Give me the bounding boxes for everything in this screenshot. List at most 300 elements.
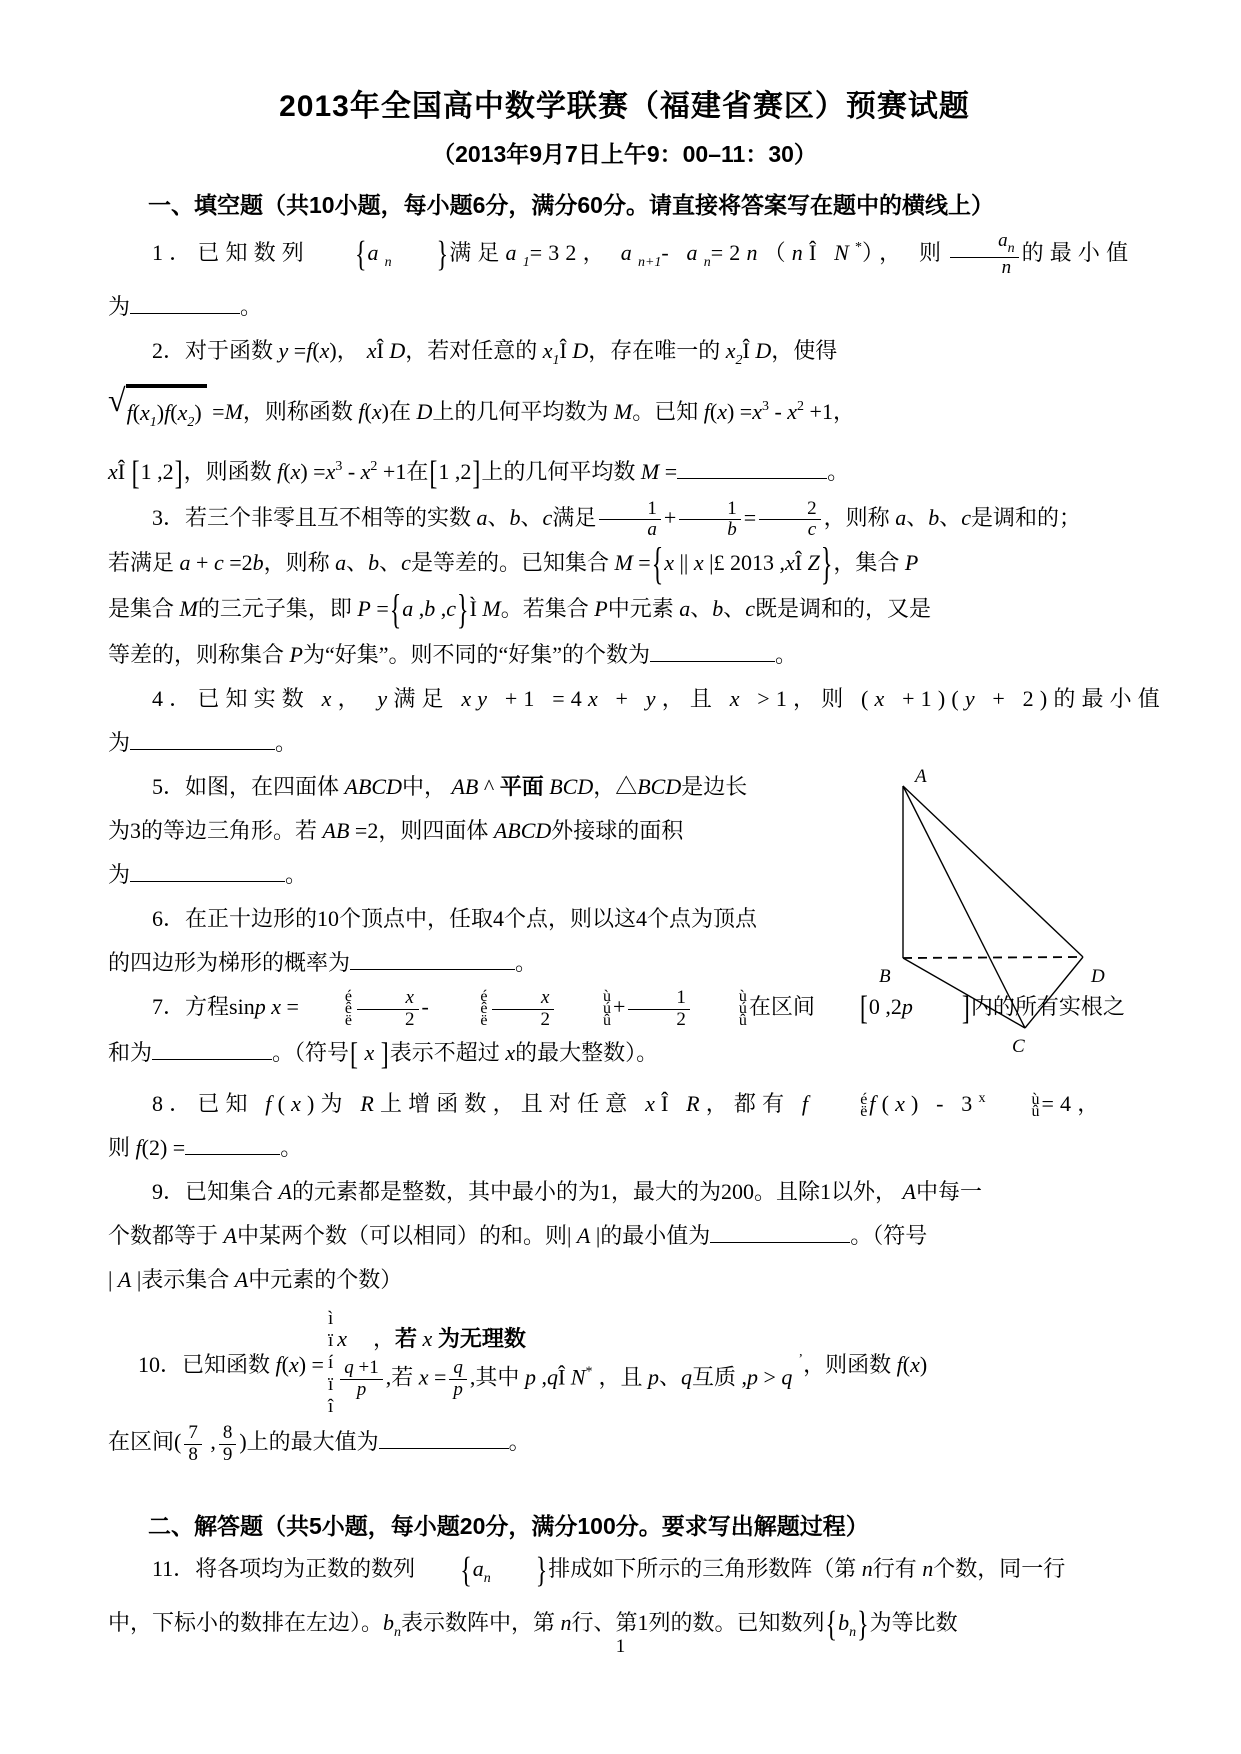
text: 、: [939, 504, 962, 530]
math-text: ): [156, 400, 165, 425]
bracket-glyph: [: [859, 990, 868, 1028]
math-variable: x: [371, 399, 382, 425]
math-text: +1: [353, 1357, 379, 1379]
math-variable: a: [472, 1556, 484, 1582]
math-variable: b: [383, 1610, 395, 1636]
math-variable: p: [747, 1364, 758, 1390]
numerator: [340, 1358, 382, 1380]
math-variable: A: [117, 1267, 132, 1293]
text: 表示集合: [141, 1267, 230, 1293]
text: ，若对任意的: [405, 338, 538, 363]
problem-1-line-2: [108, 285, 1141, 329]
numerator: [219, 1423, 237, 1445]
text: 是调和的；: [970, 504, 1081, 530]
text: ，则: [793, 686, 850, 712]
math-variable: q: [680, 1364, 692, 1390]
math-text: + 2): [980, 686, 1054, 712]
text: 、: [690, 596, 713, 622]
text: 在: [406, 459, 429, 484]
subscript: n: [703, 255, 711, 270]
text: 、: [658, 1364, 681, 1390]
math-variable: a: [889, 504, 907, 530]
bracket-glyph: ]: [380, 1038, 389, 1073]
brace-glyph: ï: [327, 1330, 334, 1352]
bracket-glyph: {: [389, 589, 402, 634]
fraction: [759, 499, 821, 542]
piecewise-brace: [328, 1308, 333, 1418]
math-variable: R: [686, 1091, 706, 1117]
math-text: -: [661, 240, 687, 265]
math-variable: n: [1001, 256, 1012, 278]
text: ，: [336, 338, 359, 363]
math-variable: c: [745, 596, 755, 622]
text: 7．方程: [152, 994, 230, 1020]
text: 中，下标小的数排在左边）。: [108, 1610, 384, 1636]
text: 为: [108, 862, 131, 888]
math-text: =2: [223, 550, 253, 576]
math-variable: a: [620, 240, 638, 265]
page-number: 1: [615, 1636, 626, 1657]
denominator: [950, 258, 1019, 279]
text: 满足: [449, 240, 506, 265]
text: ，集合: [833, 550, 900, 576]
math-variable: b: [252, 550, 264, 576]
text: 表示数阵中，第: [401, 1610, 556, 1636]
math-text: 1: [727, 497, 737, 519]
problem-2-line-2: [108, 383, 1141, 445]
math-text: |: [566, 1223, 577, 1249]
math-text: (: [281, 1351, 289, 1377]
math-text: ,: [385, 1364, 392, 1390]
math-variable: N: [570, 1364, 586, 1390]
math-text: Î: [742, 338, 756, 363]
math-text: (: [902, 1351, 911, 1377]
math-text: 1 ,2: [438, 459, 472, 484]
math-variable: p: [519, 1364, 536, 1390]
text: 上增函数，且对任意: [379, 1091, 634, 1117]
math-variable: x: [717, 399, 727, 425]
math-variable: a: [471, 504, 488, 530]
math-text: =: [632, 550, 651, 576]
text: 的最小值为: [600, 1223, 711, 1249]
text: 5．如图，在四面体: [152, 774, 340, 800]
text: 。若集合: [500, 596, 589, 622]
math-variable: p: [356, 1379, 367, 1401]
text: ，: [373, 1325, 396, 1351]
case-row-2: [337, 1357, 792, 1402]
math-text: ) =: [300, 459, 326, 484]
text: 中元素的个数）: [248, 1267, 403, 1293]
math-variable: c: [213, 550, 224, 576]
numerator: [679, 499, 741, 521]
text: 的最小值: [1021, 240, 1135, 265]
text: 外接球的面积: [551, 818, 684, 844]
bracket-glyph: é: [860, 1091, 868, 1109]
math-text: 1: [647, 497, 657, 519]
subscript: n: [1007, 241, 1015, 257]
math-text: +1)(: [890, 686, 965, 712]
math-text: ^: [478, 774, 500, 800]
text: 在区间: [748, 994, 815, 1020]
bracket-glyph: }: [820, 540, 833, 590]
math-text: -: [768, 399, 788, 425]
math-variable: a: [686, 240, 704, 265]
fraction: [492, 988, 554, 1031]
superscript: *: [854, 240, 862, 255]
text: 满足: [393, 686, 450, 712]
bracket-stack: [987, 1091, 1040, 1121]
math-variable: y: [273, 338, 289, 363]
vertex-label-c: C: [1012, 1036, 1025, 1057]
math-variable: D: [389, 338, 406, 363]
text: 4．已知实数: [152, 686, 310, 712]
math-text: |: [131, 1267, 142, 1293]
math-text: sin: [229, 994, 255, 1020]
math-variable: f: [306, 338, 313, 363]
answer-blank: [677, 454, 827, 479]
math-variable: BCD: [637, 774, 682, 800]
page-title: 2013年全国高中数学联赛（福建省赛区）预赛试题: [279, 90, 970, 123]
math-text: +1: [804, 399, 833, 425]
text: 的元素都是整数，其中最小的为1，最大的为200。且除1以外，: [291, 1179, 897, 1205]
superscript: ’: [798, 1351, 804, 1367]
math-variable: y: [964, 686, 981, 712]
problem-3-line-4: [108, 633, 1141, 677]
answer-blank: [379, 1424, 509, 1449]
text: ，则函数: [803, 1351, 892, 1377]
math-variable: x: [291, 1091, 308, 1117]
math-variable: x: [693, 550, 704, 576]
math-text: Î: [117, 459, 131, 484]
numerator: [184, 1423, 202, 1445]
math-text: +1: [377, 459, 407, 484]
piecewise-cases: [337, 1324, 792, 1402]
text: 其中: [475, 1364, 520, 1390]
subscript: 2: [735, 353, 743, 368]
math-variable: a: [367, 240, 385, 265]
math-variable: f: [352, 399, 365, 425]
math-variable: f: [130, 1135, 142, 1161]
math-variable: b: [368, 550, 380, 576]
subscript: n+1: [637, 255, 662, 270]
text: 。: [275, 730, 298, 756]
subscript: n: [384, 255, 392, 270]
text: ，都有: [705, 1091, 791, 1117]
math-text: =: [370, 596, 389, 622]
math-variable: P: [284, 642, 303, 668]
bracket-stack: [816, 1091, 868, 1121]
text: 。: [508, 1429, 531, 1455]
text: 8．已知: [152, 1091, 254, 1117]
square-root: [108, 383, 207, 445]
denominator: [628, 1010, 690, 1031]
math-variable: x: [874, 686, 891, 712]
math-text: 8: [188, 1443, 198, 1465]
bracket-glyph: ê: [344, 1000, 352, 1018]
math-variable: a: [647, 519, 657, 541]
math-text: 2: [676, 1008, 686, 1030]
answer-blank: [710, 1218, 850, 1243]
math-text: (: [881, 1091, 896, 1117]
fraction: [449, 1358, 467, 1401]
text: 等差的，则称集合: [108, 642, 285, 668]
answer-blank: [152, 1035, 272, 1060]
numerator: [950, 231, 1019, 257]
bracket-glyph: ë: [480, 1012, 488, 1030]
text: 。（符号: [850, 1223, 928, 1249]
text: 为: [108, 294, 131, 319]
math-variable: x: [784, 550, 795, 576]
math-variable: x: [910, 1351, 920, 1377]
math-variable: x: [360, 459, 371, 484]
math-text: ) - 3: [911, 1091, 979, 1117]
problem-3-line-2: [108, 540, 1141, 590]
math-variable: p: [453, 1379, 463, 1401]
bracket-glyph: ]: [472, 455, 481, 493]
answer-blank: [350, 945, 515, 970]
math-text: ): [919, 1351, 928, 1377]
math-text: ,: [413, 596, 425, 622]
text: 既是调和的，又是: [755, 596, 932, 622]
math-variable: y: [645, 686, 662, 712]
math-variable: M: [635, 459, 660, 484]
denominator: [759, 520, 821, 541]
text: ，: [337, 686, 366, 712]
math-variable: x: [417, 1325, 438, 1351]
math-variable: AB: [445, 774, 479, 800]
numerator: [449, 1358, 467, 1380]
math-text: =: [288, 338, 307, 363]
text: 在区间(: [108, 1429, 182, 1455]
fraction: [679, 499, 741, 542]
subscript: 1: [149, 415, 157, 430]
math-text: ,: [469, 1364, 476, 1390]
page-subtitle: （2013年9月7日上午9：00–11：30）: [432, 141, 817, 167]
superscript: 2: [797, 399, 805, 415]
math-variable: BCD: [543, 774, 594, 800]
text: ，△: [593, 774, 638, 800]
denominator: [219, 1445, 237, 1466]
math-variable: A: [576, 1223, 591, 1249]
problem-10-line-3: [108, 1420, 1141, 1465]
math-text: ) =: [726, 399, 753, 425]
math-text: 8: [222, 1421, 233, 1443]
bracket-glyph: ù: [1031, 1091, 1040, 1109]
math-text: ,: [435, 596, 447, 622]
math-variable: n: [791, 240, 809, 265]
numerator: [628, 988, 690, 1010]
math-variable: f: [271, 459, 284, 484]
fraction: [950, 231, 1019, 278]
math-variable: a: [402, 596, 414, 622]
text: ，: [582, 240, 611, 265]
math-text: -: [342, 459, 361, 484]
text: 、: [906, 504, 929, 530]
math-text: +: [663, 504, 677, 530]
denominator: [340, 1380, 382, 1401]
text: ，使得: [771, 338, 838, 363]
math-text: =2: [349, 818, 379, 844]
text: ，则四面体: [378, 818, 489, 844]
text: 是边长: [681, 774, 748, 800]
bracket-glyph: {: [825, 1605, 838, 1645]
math-text: (: [170, 400, 178, 425]
text: 为3的等边三角形。若: [108, 818, 318, 844]
text: ，则称函数: [242, 399, 353, 425]
math-variable: x: [633, 1091, 661, 1117]
math-variable: P: [588, 596, 608, 622]
math-text: =: [743, 504, 757, 530]
bracket-glyph: }: [857, 1605, 869, 1645]
math-text: |: [683, 550, 694, 576]
math-variable: x: [288, 1351, 299, 1377]
subscript: n: [394, 1625, 402, 1641]
brace-glyph: î: [327, 1396, 334, 1418]
vertex-label-b: B: [879, 966, 891, 987]
math-variable: q: [546, 1364, 558, 1390]
text: 中元素: [607, 596, 674, 622]
text: 的最大整数）。: [515, 1040, 659, 1066]
answer-blank: [650, 637, 775, 662]
radical-sign: √: [108, 382, 126, 418]
math-variable: x: [537, 338, 553, 363]
text: 中每一: [915, 1179, 982, 1205]
math-variable: p: [254, 994, 266, 1020]
text: 、: [520, 504, 543, 530]
math-variable: x: [664, 550, 674, 576]
text: 为“好集”。则不同的“好集”的个数为: [302, 642, 651, 668]
math-text: Î: [557, 1364, 571, 1390]
bracket-glyph: û: [738, 1012, 747, 1030]
bracket-glyph: ë: [344, 1012, 352, 1030]
section-2-heading: 二、解答题（共5小题，每小题20分，满分100分。要求写出解题过程）: [148, 1513, 869, 1540]
math-text: =: [206, 399, 225, 425]
math-variable: f: [253, 1091, 278, 1117]
math-variable: c: [807, 519, 817, 541]
math-variable: N: [834, 240, 855, 265]
text: ，则函数: [183, 459, 272, 484]
math-variable: x: [720, 338, 736, 363]
bracket-glyph: ù: [738, 988, 747, 1006]
case-row-1: [337, 1324, 792, 1354]
text: 在: [388, 399, 411, 425]
bracket-glyph: ú: [602, 1000, 611, 1018]
math-variable: f: [891, 1351, 903, 1377]
text: ，: [1077, 1091, 1106, 1117]
text: 内的所有实根之: [970, 994, 1125, 1020]
problem-1-line-1: [108, 226, 1141, 285]
math-variable: x: [309, 686, 338, 712]
piecewise-lead: [108, 1348, 324, 1379]
math-variable: x: [337, 1325, 348, 1351]
answer-blank: [185, 1130, 280, 1155]
text: 为: [108, 730, 131, 756]
math-text: (: [132, 400, 141, 425]
math-variable: x: [265, 994, 281, 1020]
math-text: =2: [710, 240, 747, 265]
superscript: 3: [335, 459, 343, 474]
math-variable: f: [126, 400, 133, 425]
math-variable: R: [348, 1091, 380, 1117]
math-text: ): [307, 1091, 321, 1117]
problem-11-line-1: [108, 1547, 1141, 1601]
math-variable: M: [174, 596, 198, 622]
bracket-glyph: {: [460, 1551, 472, 1591]
text: （: [763, 240, 792, 265]
text: 是等差的。已知集合: [410, 550, 609, 576]
text: 、: [723, 596, 746, 622]
math-text: 1 ,2: [140, 459, 174, 484]
math-variable: x: [752, 399, 762, 425]
math-variable: x: [140, 400, 150, 425]
text: 9．已知集合: [152, 1179, 274, 1205]
text: 。: [280, 1135, 303, 1161]
tetrahedron-figure: [782, 688, 1142, 1068]
math-text: Î: [794, 550, 808, 576]
brace-glyph: ì: [327, 1308, 334, 1330]
math-variable: b: [509, 504, 521, 530]
problem-9-line-3: [108, 1258, 1141, 1302]
math-text: 7: [188, 1421, 198, 1443]
math-text: 2: [540, 1008, 550, 1030]
text: ，存在唯一的: [588, 338, 721, 363]
math-variable: x: [177, 400, 188, 425]
math-variable: ABCD: [488, 818, 552, 844]
math-text: Î: [376, 338, 390, 363]
text: ，: [832, 399, 855, 425]
subscript: n: [849, 1625, 857, 1641]
math-variable: c: [542, 504, 553, 530]
text: 3．若三个非零且互不相等的实数: [152, 504, 472, 530]
text: 和为: [108, 1040, 153, 1066]
text: ，且: [661, 686, 719, 712]
math-variable: c: [961, 504, 971, 530]
math-text: ): [194, 400, 202, 425]
brace-glyph: ï: [327, 1374, 334, 1396]
problem-8-line-2: [108, 1126, 1141, 1170]
text: 10．已知函数: [138, 1351, 271, 1377]
text: 的四边形为梯形的概率为: [108, 950, 351, 976]
bracket-glyph: ù: [602, 988, 611, 1006]
math-text: >: [758, 1364, 782, 1390]
vertex-label-d: D: [1091, 966, 1105, 987]
text: 行、第1列的数。已知数列: [571, 1610, 825, 1636]
math-variable: f: [790, 1091, 815, 1117]
problem-8-line-1: [108, 1077, 1141, 1126]
problem-10-main: [108, 1308, 1141, 1418]
text: 、: [487, 504, 510, 530]
math-variable: AB: [317, 818, 350, 844]
brace-glyph: í: [327, 1352, 334, 1374]
math-variable: x: [359, 1040, 380, 1066]
math-text: |: [703, 550, 714, 576]
math-variable: f: [869, 1091, 882, 1117]
math-text: (: [709, 399, 718, 425]
math-variable: M: [224, 399, 243, 425]
bracket-glyph: [: [131, 455, 140, 493]
text: 1．已知数列: [152, 240, 310, 265]
bracket-glyph: ê: [480, 1000, 488, 1018]
text: 。已知: [632, 399, 699, 425]
denominator: [184, 1445, 202, 1466]
bracket-glyph: ë: [860, 1103, 868, 1121]
subscript: 1: [552, 353, 560, 368]
math-text: 1: [676, 986, 686, 1008]
text: 。: [285, 862, 308, 888]
text: 中某两个数（可以相同）的和。则: [236, 1223, 567, 1249]
denominator: [679, 520, 741, 541]
superscript: *: [585, 1364, 593, 1380]
